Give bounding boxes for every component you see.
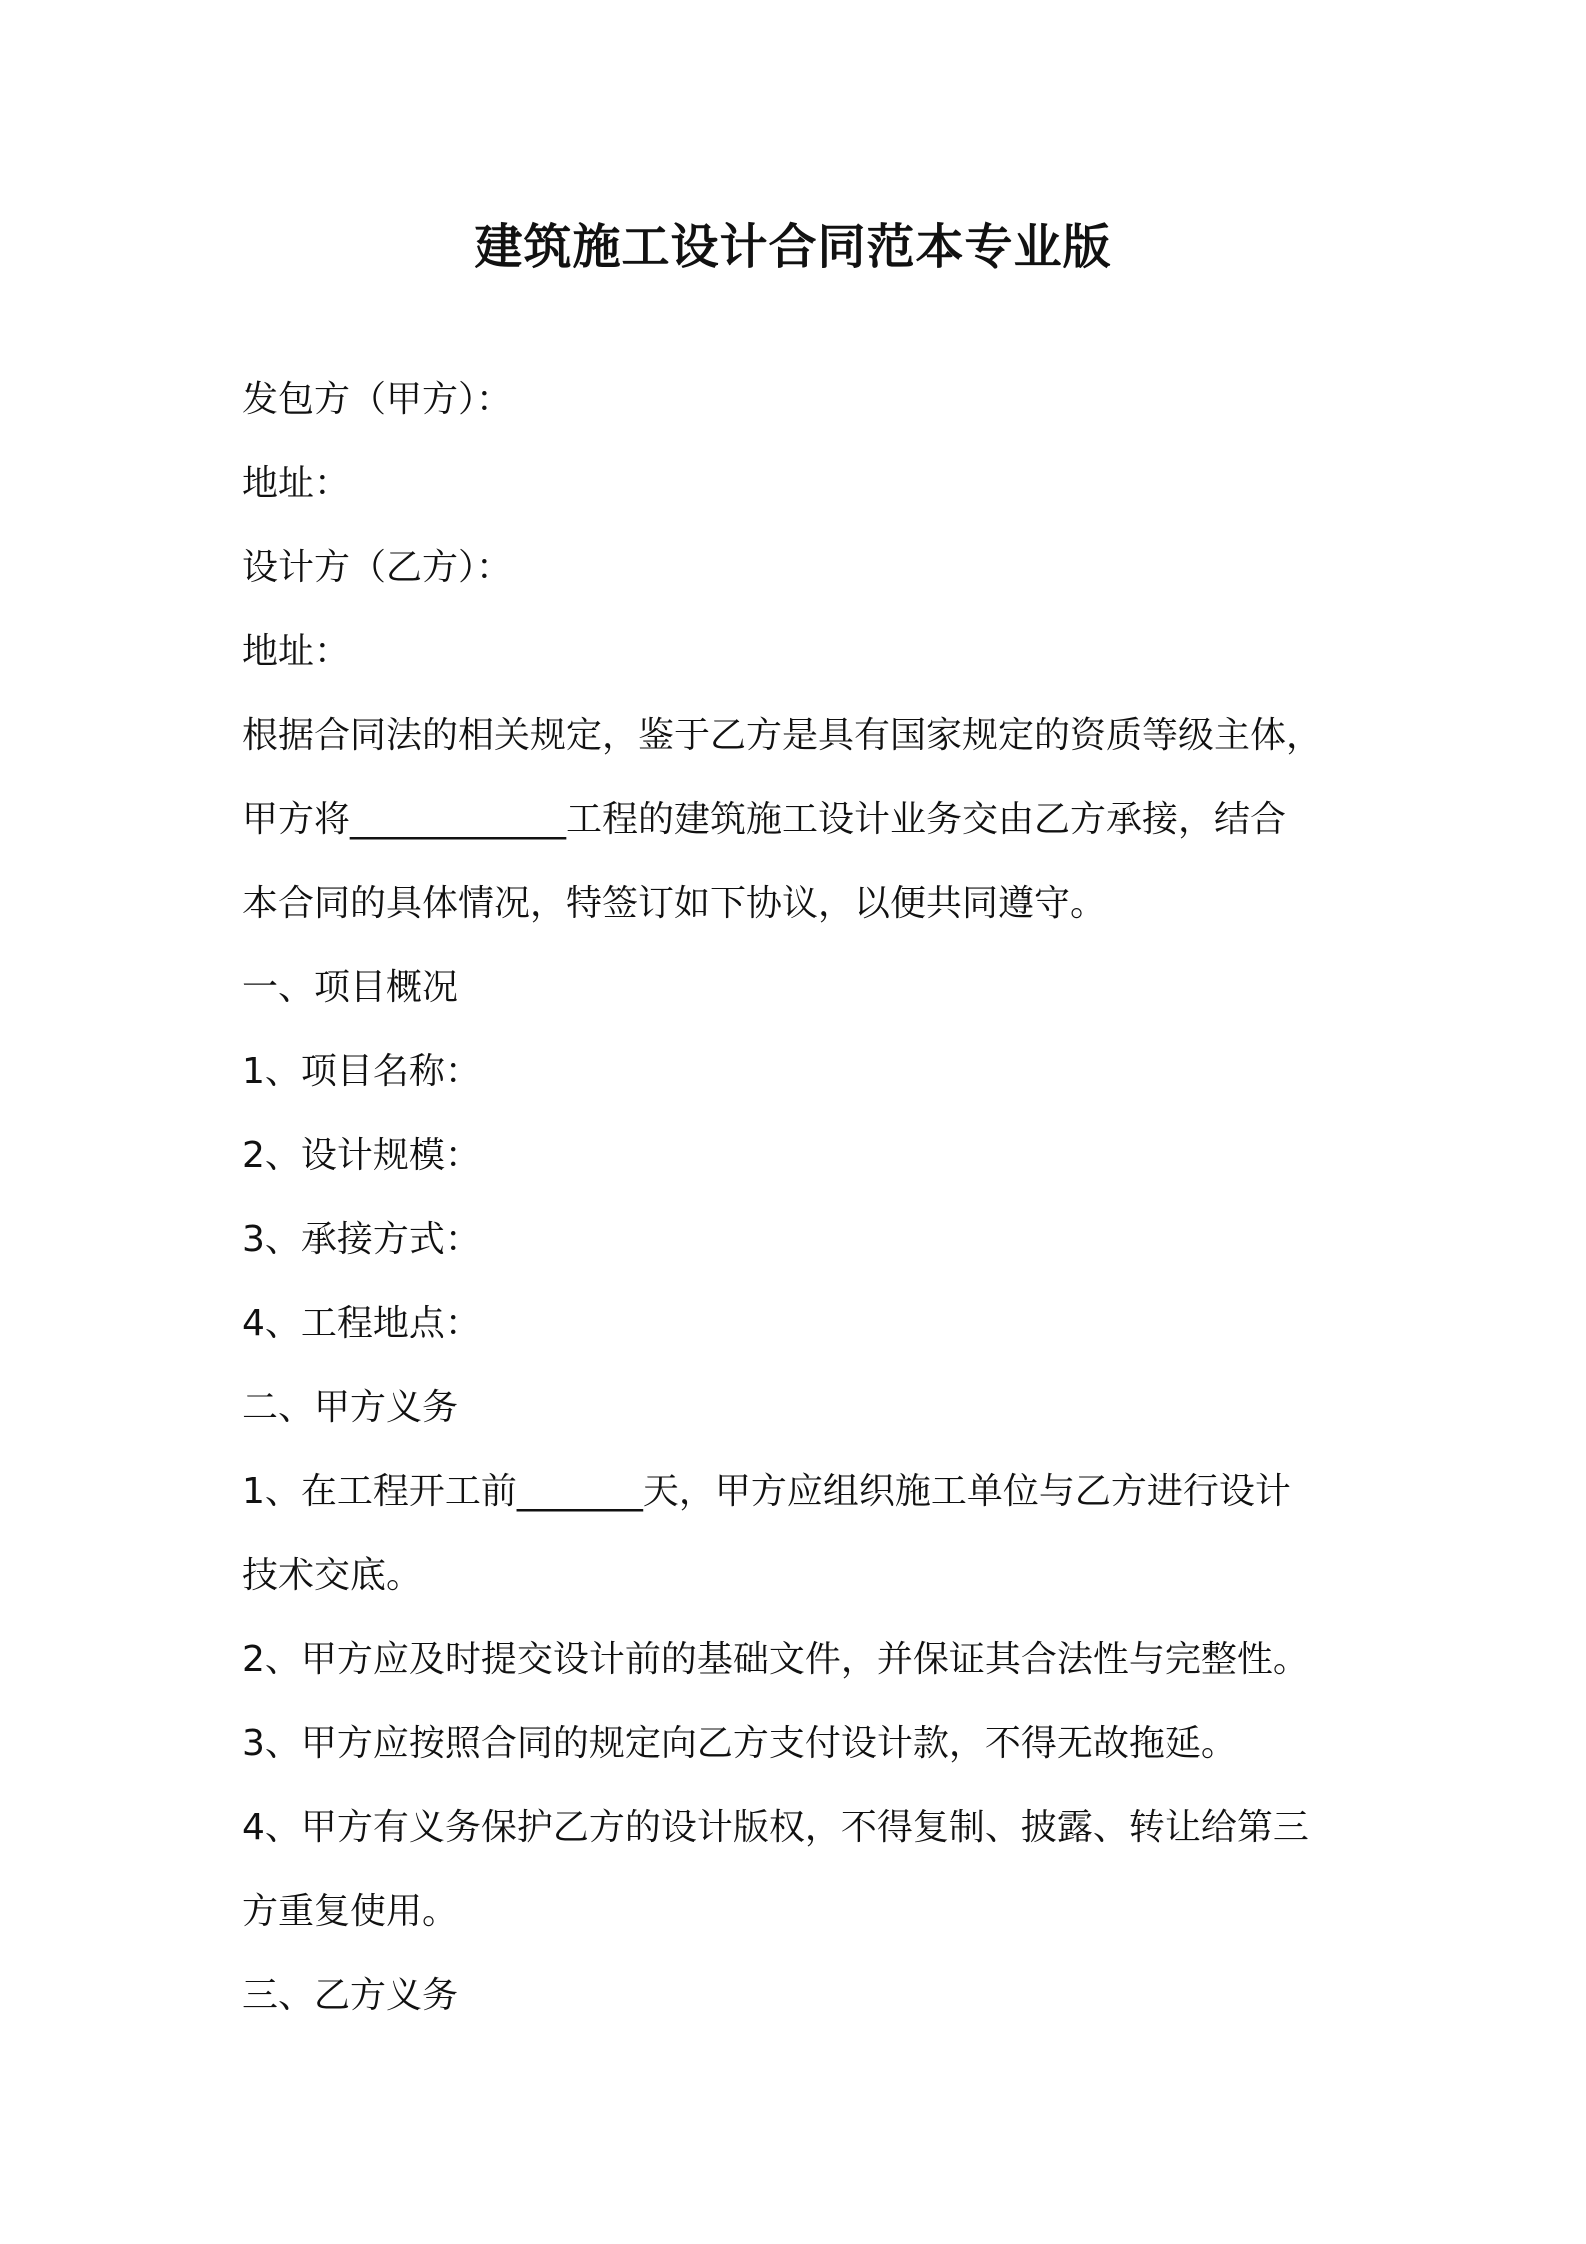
party-b-label: 设计方（乙方）： bbox=[242, 547, 513, 588]
clause-line: 技术交底。 bbox=[242, 1555, 423, 1596]
clause-line: 方重复使用。 bbox=[242, 1891, 459, 1932]
document-body bbox=[242, 358, 1354, 2038]
clause-line: 2、甲方应及时提交设计前的基础文件，并保证其合法性与完整性。 bbox=[242, 1639, 1309, 1680]
section-heading-project-overview: 一、项目概况 bbox=[242, 967, 459, 1008]
document-title: 建筑施工设计合同范本专业版 bbox=[474, 219, 1112, 275]
list-item: 3、承接方式： bbox=[242, 1219, 481, 1260]
clause-line: 4、甲方有义务保护乙方的设计版权，不得复制、披露、转让给第三 bbox=[242, 1807, 1309, 1848]
preamble-line: 甲方将____________工程的建筑施工设计业务交由乙方承接，结合 bbox=[242, 799, 1287, 840]
party-a-label: 发包方（甲方）： bbox=[242, 379, 513, 420]
party-b-address-label: 地址： bbox=[242, 631, 351, 672]
clause-line: 1、在工程开工前_______天，甲方应组织施工单位与乙方进行设计 bbox=[242, 1471, 1291, 1512]
clause-line: 3、甲方应按照合同的规定向乙方支付设计款，不得无故拖延。 bbox=[242, 1723, 1237, 1764]
list-item: 2、设计规模： bbox=[242, 1135, 481, 1176]
section-heading-party-a-obligations: 二、甲方义务 bbox=[242, 1387, 459, 1428]
section-heading-party-b-obligations: 三、乙方义务 bbox=[242, 1975, 459, 2016]
list-item: 1、项目名称： bbox=[242, 1051, 481, 1092]
preamble-line: 根据合同法的相关规定，鉴于乙方是具有国家规定的资质等级主体， bbox=[242, 715, 1323, 756]
party-a-address-label: 地址： bbox=[242, 463, 351, 504]
list-item: 4、工程地点： bbox=[242, 1303, 481, 1344]
preamble-line: 本合同的具体情况，特签订如下协议，以便共同遵守。 bbox=[242, 883, 1107, 924]
